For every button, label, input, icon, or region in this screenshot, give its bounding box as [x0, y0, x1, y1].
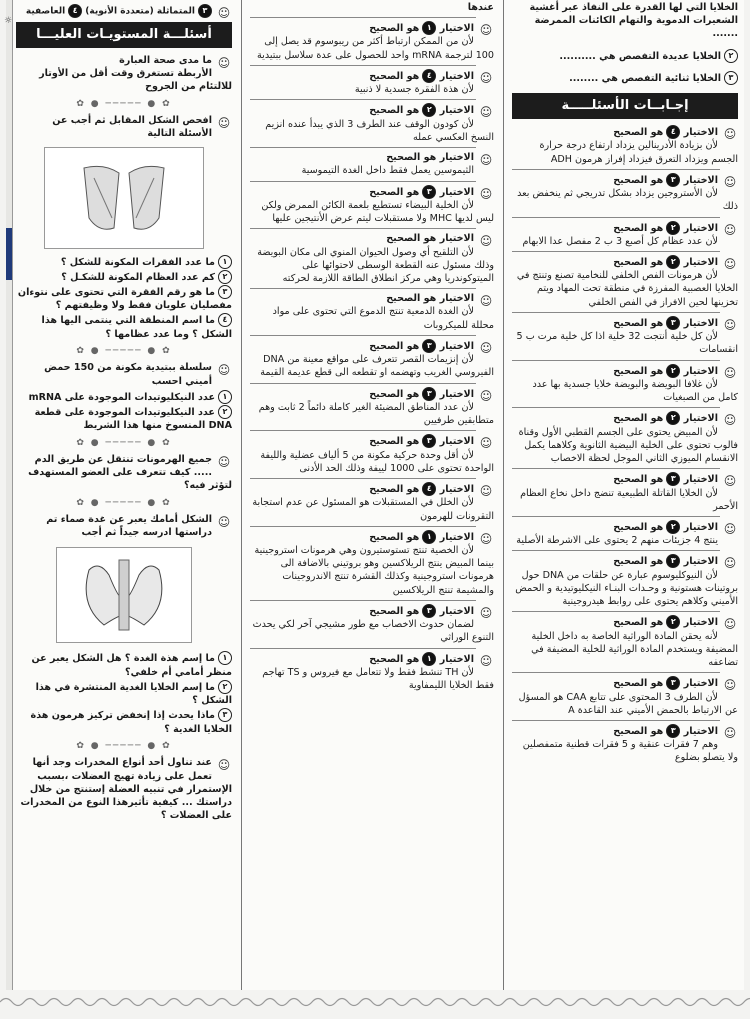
separator — [512, 468, 720, 469]
answer-item — [512, 724, 738, 765]
scientist-icon: ☺ — [723, 317, 737, 332]
answer-header — [250, 21, 494, 35]
answer-text: لأن كل خلية أنتجت 32 خلية اذا كل خلية مرت ب 5 انقسامات — [516, 331, 738, 356]
sub-question — [16, 708, 232, 735]
answer-header — [250, 604, 494, 618]
answer-header — [250, 185, 494, 199]
scientist-icon: ☺ — [723, 521, 737, 536]
separator — [250, 228, 476, 229]
scientist-icon: ☼ — [4, 16, 13, 26]
number-badge: ٢ — [666, 255, 680, 269]
top-options — [16, 4, 232, 18]
choice-label: الاختيار — [683, 317, 718, 329]
question-text: افحص الشكل المقابل ثم أجب عن الأسئلة التالية — [52, 115, 212, 140]
fill-in-text: الخلايا عديدة التفصص هي .......... — [559, 50, 721, 62]
sub-question-text: ماذا يحدث إذا إنخفض تركيز هرمون هذة الخلايا الغدية ؟ — [30, 710, 232, 735]
fill-in-item — [512, 71, 738, 85]
choice-label: الاختيار — [683, 726, 718, 738]
answer-text: لأن غلافا البويضة والبويضة خلايا جسدية بها عدد كامل من الصبغيات — [532, 378, 738, 404]
scientist-icon: ☺ — [479, 653, 493, 668]
correct-label: هو الصحيح — [613, 617, 664, 629]
scientist-icon: ☺ — [479, 388, 493, 403]
sub-question-text: ما اسم المنطقة التي ينتمى اليها هذا الشكل ؟ وما عدد عظامها ؟ — [41, 315, 232, 340]
scientist-icon: ☺ — [217, 454, 231, 469]
correct-label: هو الصحيح — [613, 726, 664, 738]
answer-item — [512, 411, 738, 465]
answer-text: لأن النيوكليوسوم عبارة عن حلقات من DNA حول بروتينات هستونية و وحـدات البنـاء النيكليوتيدية و الحمض الأميني وكلاهم يحتوى على روابط هيدروجينية — [515, 569, 738, 608]
scientist-icon: ☺ — [723, 726, 737, 741]
column-divider — [241, 0, 242, 990]
answer-item — [512, 255, 738, 309]
answer-text: لأن عدد المناطق المضيئة الغير كاملة دائماً 2 ثابت وهم متطابقين طرفيين — [258, 401, 494, 427]
correct-label: هو الصحيح — [613, 222, 664, 234]
choice-label: الاختيار — [683, 521, 718, 533]
choice-label: الاختيار — [439, 388, 474, 400]
sub-question — [16, 390, 232, 404]
answer-header — [250, 530, 494, 544]
choice-label: الاختيار — [439, 70, 474, 82]
answer-text: لأن هذة الفقرة جسدية لا ذنبية — [354, 84, 474, 96]
scientist-icon: ☺ — [479, 186, 493, 201]
answer-text: لأن أقل وحدة حركية مكونة من 5 ألياف عضلية والليفة الواحدة تحتوى على 1000 لييفة وذلك الحد الأدنى — [260, 449, 494, 474]
choice-label: الاختيار — [683, 222, 718, 234]
scientist-icon: ☺ — [723, 678, 737, 693]
question — [16, 453, 232, 493]
number-badge: ٤ — [218, 313, 232, 327]
correct-label: هو الصحيح — [613, 556, 664, 568]
correct-label: هو الصحيح — [386, 233, 437, 245]
answer-text: لأن المبيض يحتوى على الجسم القطبي الأول وقناة فالوب تحتوى على الخلية البيضية الثانوية وكلاهما يكمل الانقسام الميوزي الثاني الموجل لحظة الاخصاب — [518, 426, 738, 465]
separator — [512, 720, 720, 721]
answer-header — [613, 556, 718, 567]
answer-item — [250, 232, 494, 285]
question — [16, 361, 232, 387]
correct-label: هو الصحيح — [369, 436, 420, 448]
separator — [512, 312, 720, 313]
number-badge: ٢ — [422, 103, 436, 117]
answer-header — [613, 257, 718, 268]
separator — [250, 288, 476, 289]
choice-label: الاختيار — [683, 256, 718, 268]
answer-item — [250, 482, 494, 523]
sub-question-text: عدد النيكليوتيدات الموجودة على قطعة DNA المنسوخ منها هذا الشريط — [34, 407, 232, 432]
scientist-icon: ☺ — [723, 365, 737, 380]
scientist-icon: ☺ — [723, 474, 737, 489]
separator — [250, 65, 476, 66]
answer-text: لأن كودون الوقف عند الطرف 3 الذي يبدأ عنده انزيم النسخ العكسي عمله — [265, 118, 494, 143]
number-badge: ٣ — [422, 185, 436, 199]
answer-item — [250, 103, 494, 144]
scientist-icon: ☺ — [217, 6, 231, 20]
answer-header — [250, 232, 494, 245]
answer-header — [250, 103, 494, 117]
answer-text: لأن إنزيمات القصر تتعرف على مواقع معينة من DNA الفيروسي الغريب وتهضمه او تقطعه الى قطع عديمة القيمة — [260, 354, 494, 379]
scientist-icon: ☺ — [479, 153, 493, 168]
scientist-icon: ☺ — [723, 174, 737, 189]
choice-label: الاختيار — [439, 436, 474, 448]
option-text: المتماثلة (متعددة الأنوية) — [85, 6, 195, 17]
choice-label: الاختيار — [439, 105, 474, 117]
number-badge: ٢ — [218, 270, 232, 284]
choice-label: الاختيار — [439, 152, 474, 164]
answer-text: لأن TH تنشط فقط ولا تتعامل مع فيروس و TS تهاجم فقط الخلايا الليمفاوية — [262, 666, 494, 692]
answer-text: لأن الخصية تنتج تستوستيرون وهي هرمونات استروجينية بينما المبيض ينتج الريلاكسين وهو بروتيني بالاضافة الى هرمونات استروجينية وكذلك القشرة تنتج الاندروجينات والمشيمة تنتج الريلاكسين — [254, 544, 494, 596]
decorative-divider: ✿ ● ───── ● ✿ — [76, 740, 172, 751]
number-badge: ١ — [218, 390, 232, 404]
number-badge: ٢ — [666, 520, 680, 534]
answer-header — [250, 339, 494, 353]
answer-item — [512, 615, 738, 669]
correct-label: هو الصحيح — [369, 23, 420, 35]
number-badge: ٢ — [218, 405, 232, 419]
choice-label: الاختيار — [683, 174, 718, 186]
correct-label: هو الصحيح — [613, 317, 664, 329]
scientist-icon: ☺ — [217, 363, 231, 378]
number-badge: ٣ — [666, 472, 680, 486]
separator — [512, 407, 720, 408]
correct-label: هو الصحيح — [369, 105, 420, 117]
answer-item — [250, 652, 494, 693]
correct-label: هو الصحيح — [613, 678, 664, 690]
separator — [512, 217, 720, 218]
choice-label: الاختيار — [683, 678, 718, 690]
decorative-divider: ✿ ● ───── ● ✿ — [76, 345, 172, 356]
separator — [512, 251, 720, 252]
answer-item — [250, 21, 494, 62]
choice-label: الاختيار — [439, 233, 474, 245]
correct-label: هو الصحيح — [369, 340, 420, 352]
number-badge: ٣ — [422, 604, 436, 618]
separator — [512, 672, 720, 673]
separator — [512, 169, 720, 170]
answer-text: لأن هرمونات الفص الخلفي للنخامية تصنع وتنتج في الخلايا العصبية المفرزة في منطقة تحت المهاد ويتم تخزينها لحين الافراز في الفص الخلفي — [516, 270, 738, 308]
number-badge: ١ — [422, 530, 436, 544]
answer-header — [613, 522, 718, 533]
scientist-icon: ☺ — [723, 222, 737, 237]
answer-item — [250, 434, 494, 475]
correct-label: هو الصحيح — [369, 70, 420, 82]
number-badge: ٣ — [666, 724, 680, 738]
separator — [250, 181, 476, 182]
vertebrae-illustration — [64, 158, 184, 238]
scientist-icon: ☺ — [217, 55, 231, 70]
question-text: سلسلة ببتيدية مكونة من 150 حمض أميني احسب — [44, 362, 212, 387]
answer-item — [250, 604, 494, 645]
scientist-icon: ☺ — [479, 70, 493, 85]
question — [16, 513, 232, 539]
question — [16, 54, 232, 94]
number-badge: ٣ — [218, 708, 232, 722]
separator — [250, 600, 476, 601]
thyroid-illustration — [74, 555, 174, 635]
answer-item — [512, 221, 738, 248]
choice-label: الاختيار — [439, 293, 474, 305]
continued-text: عندها — [467, 2, 494, 13]
correct-label: هو الصحيح — [386, 152, 437, 164]
vertebrae-figure — [44, 147, 204, 249]
answer-header — [613, 726, 718, 737]
answer-header — [250, 652, 494, 666]
correct-label: هو الصحيح — [369, 531, 420, 543]
answer-header — [250, 482, 494, 496]
choice-label: الاختيار — [439, 653, 474, 665]
correct-label: هو الصحيح — [369, 484, 420, 496]
answer-item — [512, 554, 738, 608]
higher-questions-title: أسئلـــة المستويـات العليـــا — [16, 22, 232, 48]
number-badge: ١ — [422, 21, 436, 35]
sub-question — [16, 680, 232, 707]
sub-question-text: ما إسم الخلايا الغدية المنتشرة في هذا الشكل ؟ — [35, 681, 232, 707]
separator — [250, 648, 476, 649]
answer-text: الثيموسين يعمل فقط داخل الغدة التيموسية — [301, 165, 474, 177]
correct-label: هو الصحيح — [369, 653, 420, 665]
answer-item — [250, 339, 494, 380]
correct-label: هو الصحيح — [613, 174, 664, 186]
answer-header — [613, 617, 718, 628]
answer-text: لأن الخلل في المستقبلات هو المسئول عن عدم استجابة التقرونات للهرمون — [252, 497, 494, 522]
question-text: الأربطة تستغرق وقت أقل من الأوتار للالتئام من الجروح — [39, 68, 232, 93]
sub-question — [16, 313, 232, 340]
separator — [250, 526, 476, 527]
correct-label: هو الصحيح — [613, 474, 664, 486]
question — [16, 114, 232, 140]
choice-label: الاختيار — [683, 365, 718, 377]
correct-label: هو الصحيح — [369, 388, 420, 400]
scientist-icon: ☺ — [479, 484, 493, 499]
sub-question — [16, 270, 232, 284]
number-badge: ١ — [422, 652, 436, 666]
separator — [512, 516, 720, 517]
fill-in-text: الخلايا التي لها القدرة على النفاذ عبر أغشية الشعيرات الدموية والتهام الكائنات الممرضة ....... — [529, 2, 738, 40]
correct-label: هو الصحيح — [613, 365, 664, 377]
separator — [512, 611, 720, 612]
number-badge: ٣ — [666, 676, 680, 690]
decorative-divider: ✿ ● ───── ● ✿ — [76, 497, 172, 508]
answer-text: لأن الخلايا القاتلة الطبيعية تنضج داخل نخاع العظام الأحمر — [520, 487, 738, 512]
number-badge: ٣ — [422, 339, 436, 353]
choice-label: الاختيار — [439, 23, 474, 35]
scientist-icon: ☺ — [479, 531, 493, 546]
answer-text: لأن التلقيح أي وصول الحيوان المنوي الى مكان البويضة وذلك مسئول عنه القطعة الوسطى لاحتوائها على الميتوكوندريا وهي مركز انطلاق الطاقة اللازمة لحركته — [257, 246, 494, 284]
answer-header — [613, 318, 718, 329]
sub-question — [16, 285, 232, 312]
correct-label: هو الصحيح — [613, 127, 664, 139]
choice-label: الاختيار — [683, 474, 718, 486]
number-badge: ٤ — [666, 125, 680, 139]
question-label: ما مدى صحة العبارة — [119, 54, 212, 66]
answer-header — [613, 366, 718, 377]
scientist-icon: ☺ — [723, 127, 737, 142]
answer-item — [512, 173, 738, 214]
answer-header — [250, 387, 494, 401]
right-column — [508, 0, 744, 990]
answer-text: لضمان حدوث الاخصاب مع طور مشيجي آخر لكي يحدث التنوع الوراثي — [252, 619, 494, 644]
separator — [250, 430, 476, 431]
option-text: العاصفية — [25, 6, 66, 17]
sub-question — [16, 255, 232, 269]
separator — [250, 478, 476, 479]
answer-text: لأن الغدة الدمعية تنتج الدموع التي تحتوى على مواد محللة للميكروبات — [272, 306, 494, 331]
correct-label: هو الصحيح — [386, 293, 437, 305]
number-badge: ٤ — [422, 482, 436, 496]
answer-header — [613, 175, 718, 186]
number-badge: ٤ — [68, 4, 82, 18]
separator — [250, 383, 476, 384]
choice-label: الاختيار — [439, 340, 474, 352]
column-divider — [503, 0, 504, 990]
scientist-icon: ☺ — [217, 515, 231, 530]
answer-text: ينتج 4 جزيئات منهم 2 يحتوى على الاشرطة الأصلية — [516, 535, 718, 547]
number-badge: ٣ — [198, 4, 212, 18]
answer-header — [613, 413, 718, 424]
question — [16, 756, 232, 822]
number-badge: ٣ — [666, 173, 680, 187]
fill-in-item — [512, 49, 738, 63]
scientist-icon: ☺ — [217, 116, 231, 131]
decorative-divider: ✿ ● ───── ● ✿ — [76, 98, 172, 109]
answer-text: لأن الأستروجين يزداد بشكل تدريجي ثم ينخفض بعد ذلك — [517, 188, 738, 213]
bottom-border-wave — [0, 995, 750, 1009]
answer-item — [250, 387, 494, 428]
answer-text: لأن من الممكن ارتباط أكثر من ريبوسوم قد يصل إلى 100 لترجمة mRNA واحد للحصول على عدة سلاسل ببتيدية — [257, 36, 494, 61]
answer-item — [250, 185, 494, 226]
sub-question-text: عدد النيكليوتيدات الموجودة على mRNA — [28, 391, 215, 403]
fill-in-text: الخلايا ثنائية التفصص هي ........ — [569, 72, 721, 84]
separator — [250, 17, 476, 18]
answer-item — [512, 316, 738, 357]
answer-item — [512, 520, 738, 547]
answer-text: لأن بزيادة الأدرينالين يزداد ارتفاع درجة حرارة الجسم ويزداد التعرق فيزداد إفراز هرمون ADH — [539, 140, 738, 165]
scientist-icon: ☺ — [479, 340, 493, 355]
scientist-icon: ☺ — [479, 436, 493, 451]
fill-in-item — [512, 1, 738, 41]
decorative-divider: ✿ ● ───── ● ✿ — [76, 437, 172, 448]
answer-header — [613, 474, 718, 485]
correct-label: هو الصحيح — [369, 186, 420, 198]
separator — [250, 147, 476, 148]
sub-question-text: ما هو رقم الفقرة التي تحتوى على نتوءان مفصليان علويان فقط ولا وظيفتهم ؟ — [17, 286, 232, 312]
question-text: عند تناول أحد أنواع المخدرات وجد أنها تعمل على زيادة تهيج العضلات ،بسبب الإستمرار في تنبيه العضلة إستنتج من خلال دراستك ... كيفية تأثيرهذا النوع من المخدرات على العضلات ؟ — [20, 757, 232, 822]
number-badge: ٤ — [422, 69, 436, 83]
answer-item — [512, 125, 738, 166]
number-badge: ١ — [218, 651, 232, 665]
scientist-icon: ☺ — [479, 605, 493, 620]
scientist-icon: ☺ — [479, 105, 493, 120]
scientist-icon: ☺ — [723, 617, 737, 632]
answers-section-title: إجـابــات الأسئلـــــة — [512, 93, 738, 119]
number-badge: ٢ — [724, 49, 738, 63]
answer-header — [250, 434, 494, 448]
answer-header — [250, 69, 494, 83]
number-badge: ١ — [218, 255, 232, 269]
scientist-icon: ☺ — [217, 758, 231, 773]
number-badge: ٣ — [218, 285, 232, 299]
answer-header — [250, 151, 494, 164]
scientist-icon: ☺ — [479, 23, 493, 38]
answer-item — [250, 530, 494, 597]
choice-label: الاختيار — [683, 617, 718, 629]
middle-column — [246, 0, 498, 990]
correct-label: هو الصحيح — [613, 256, 664, 268]
answer-item — [512, 364, 738, 405]
answer-item — [250, 151, 494, 177]
number-badge: ٣ — [422, 387, 436, 401]
choice-label: الاختيار — [683, 556, 718, 568]
number-badge: ٢ — [666, 615, 680, 629]
correct-label: هو الصحيح — [613, 521, 664, 533]
answer-header — [613, 127, 718, 138]
answer-text: وهم 7 فقرات عنقية و 5 فقرات قطنية متمفصلين ولا يتصلو بضلوع — [522, 739, 738, 764]
choice-label: الاختيار — [439, 531, 474, 543]
question-text: الشكل أمامك يعبر عن غدة صماء تم دراستها ادرسه جيداً ثم أجب — [46, 514, 212, 539]
scientist-icon: ☺ — [479, 294, 493, 309]
choice-label: الاختيار — [439, 186, 474, 198]
choice-label: الاختيار — [683, 127, 718, 139]
choice-label: الاختيار — [683, 413, 718, 425]
sub-question — [16, 651, 232, 678]
thyroid-figure — [56, 547, 192, 643]
choice-label: الاختيار — [439, 605, 474, 617]
left-column — [12, 0, 238, 990]
number-badge: ٢ — [666, 411, 680, 425]
separator — [512, 360, 720, 361]
separator — [250, 99, 476, 100]
number-badge: ٢ — [666, 221, 680, 235]
number-badge: ٣ — [724, 71, 738, 85]
number-badge: ٣ — [422, 434, 436, 448]
answer-header — [613, 678, 718, 689]
answer-text: لأن الطرف 3 المحتوى على تتابع CAA هو المسؤل عن الارتباط بالحمض الأميني عند القاعدة A — [518, 691, 738, 716]
separator — [250, 335, 476, 336]
answer-text: لأنه يحقن المادة الوراثية الخاصة به داخل الخلية المضيفة ويستخدم المادة الوراثية للخلية المضيفة في تضاعفه — [531, 630, 738, 669]
scientist-icon: ☺ — [723, 413, 737, 428]
number-badge: ٢ — [666, 364, 680, 378]
answer-text: لأن عدد عظام كل أصبع 3 ب 2 مفصل عدا الابهام — [522, 235, 718, 247]
sub-question-text: ما إسم هذة الغدة ؟ هل الشكل يعبر عن منظر أمامي أم خلفي؟ — [31, 653, 232, 678]
number-badge: ٢ — [218, 680, 232, 694]
sub-question-text: ما عدد الفقرات المكونة للشكل ؟ — [60, 256, 215, 268]
answer-item — [250, 292, 494, 332]
choice-label: الاختيار — [439, 484, 474, 496]
number-badge: ٣ — [666, 554, 680, 568]
answer-item — [512, 472, 738, 513]
question-text: جميع الهرمونات تنتقل عن طريق الدم ..... كيف تتعرف على العضو المستهدف لتؤثر فيه؟ — [28, 453, 232, 492]
answer-item — [250, 69, 494, 96]
scientist-icon: ☺ — [723, 256, 737, 271]
number-badge: ٣ — [666, 316, 680, 330]
scientist-icon: ☺ — [723, 556, 737, 571]
answer-item — [512, 676, 738, 717]
separator — [512, 550, 720, 551]
correct-label: هو الصحيح — [369, 605, 420, 617]
scientist-icon: ☺ — [479, 234, 493, 249]
correct-label: هو الصحيح — [613, 413, 664, 425]
sub-question-text: كم عدد العظام المكونة للشكـل ؟ — [61, 271, 215, 283]
exam-page — [6, 0, 744, 990]
answer-header — [613, 223, 718, 234]
answer-header — [250, 292, 494, 305]
sub-question — [16, 405, 232, 432]
answer-text: لأن الخلية البيضاء تستطيع بلعمة الكائن الممرض ولكن ليس لديها MHC ولا مستقبلات ليتم عرض الأنتيجين عليها — [261, 199, 494, 225]
